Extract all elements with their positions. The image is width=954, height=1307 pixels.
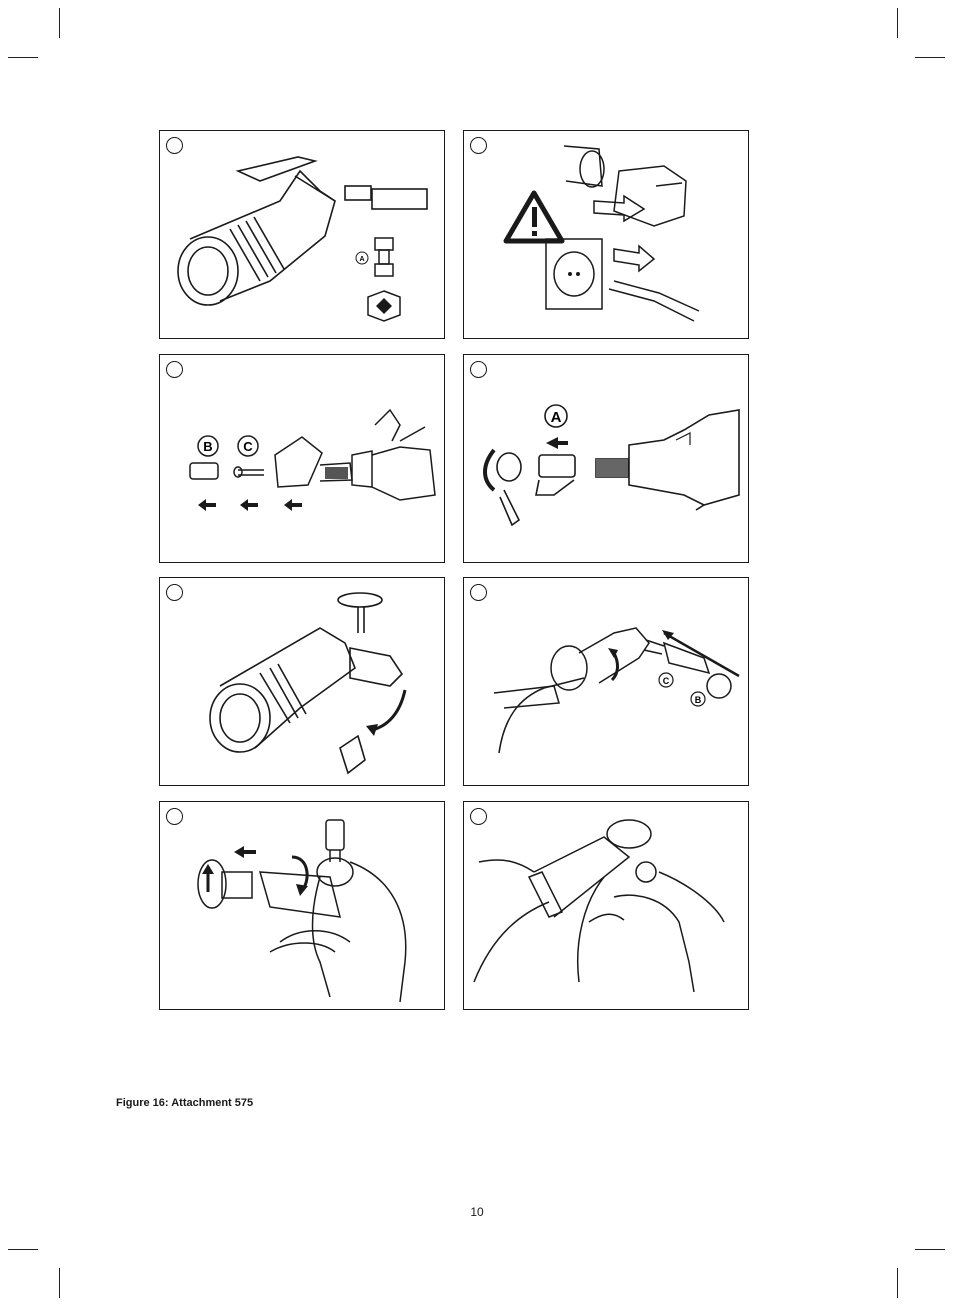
callout-c: C (243, 439, 253, 454)
rotate-arrow-icon (296, 884, 308, 896)
adapter-fitting-illustration (464, 355, 748, 562)
crop-mark (59, 1268, 60, 1298)
crop-mark (915, 1249, 945, 1250)
arrow-left-icon (198, 499, 302, 511)
collet-tightening-illustration (160, 802, 444, 1009)
callout-b: B (203, 439, 213, 454)
panel-3 (159, 354, 445, 563)
crop-mark (8, 1249, 38, 1250)
arrow-left-icon (234, 846, 256, 858)
crop-mark (59, 8, 60, 38)
panel-4 (463, 354, 749, 563)
callout-b: B (694, 695, 702, 705)
panel-2 (463, 130, 749, 339)
crop-mark (915, 57, 945, 58)
bit-insertion-illustration (464, 578, 748, 785)
warning-icon (506, 193, 562, 241)
figure-caption: Figure 16: Attachment 575 (116, 1097, 254, 1109)
page-number: 10 (470, 1205, 484, 1219)
panel-1 (159, 130, 445, 339)
panel-7 (159, 801, 445, 1010)
disc-mounting-illustration (464, 802, 748, 1009)
angle-attachment-illustration (160, 131, 444, 338)
crop-mark (897, 8, 898, 38)
arrow-right-icon (546, 437, 568, 449)
disassembly-illustration (160, 355, 444, 562)
callout-a: A (359, 256, 365, 263)
callout-a: A (550, 409, 562, 426)
cap-removal-illustration (160, 578, 444, 785)
crop-mark (897, 1268, 898, 1298)
safety-unplug-illustration (464, 131, 748, 338)
callout-c: C (662, 676, 670, 686)
panel-5 (159, 577, 445, 786)
crop-mark (8, 57, 38, 58)
panel-6 (463, 577, 749, 786)
panel-8 (463, 801, 749, 1010)
